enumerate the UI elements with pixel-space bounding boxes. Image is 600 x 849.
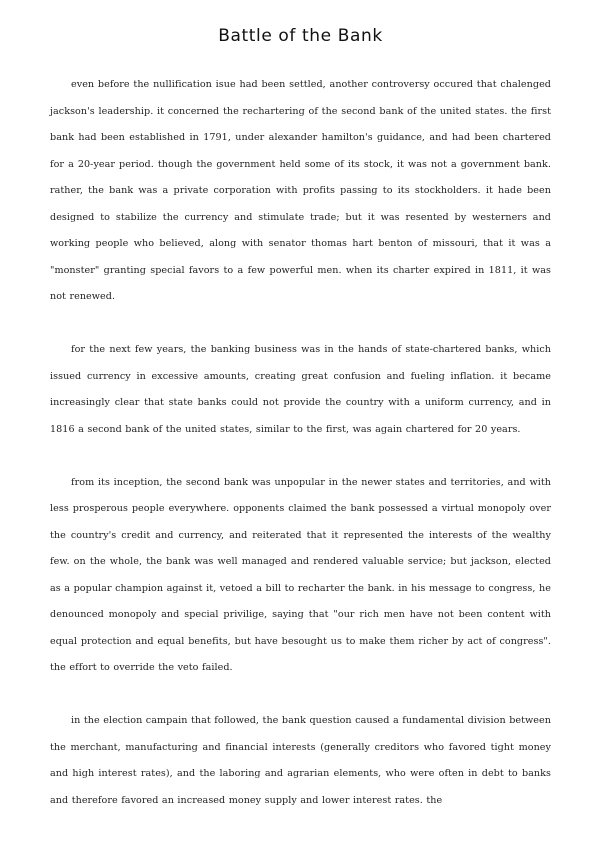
paragraph-1: even before the nullification isue had been settled, another controversy occured that chalenged jackson's leadership. it concerned the rechartering of the second bank of the united states. the first bank had been established in 1791, under alexander hamilton's guidance, and had been chartered for a 20-year period. though the government held some of its stock, it was not a government bank. rather, the bank was a private corporation with profits passing to its stockholders. it hade been designed to stabilize the currency and stimulate trade; but it was resented by westerners and working people who believed, along with senator thomas hart benton of missouri, that it was a "monster" granting special favors to a few powerful men. when its charter expired in 1811, it was not renewed.	[50, 79, 551, 302]
page-title: Battle of the Bank	[218, 26, 383, 46]
paragraph-3: from its inception, the second bank was unpopular in the newer states and territories, and with less prosperous people everywhere. opponents claimed the bank possessed a virtual monopoly over the country's credit and currency, and reiterated that it represented the interests of the wealthy few. on the whole, the bank was well managed and rendered valuable service; but jackson, elected as a popular champion against it, vetoed a bill to recharter the bank. in his message to congress, he denounced monopoly and special privilige, saying that "our rich men have not been content with equal protection and equal benefits, but have besought us to make them richer by act of congress". the effort to override the veto failed.	[50, 476, 551, 673]
paragraph-2: for the next few years, the banking business was in the hands of state-chartered banks, which issued currency in excessive amounts, creating great confusion and fueling inflation. it became increasingly clear that state banks could not provide the country with a uniform currency, and in 1816 a second bank of the united states, similar to the first, was again chartered for 20 years.	[50, 344, 551, 435]
document-body	[50, 72, 551, 814]
paragraph-4: in the election campain that followed, the bank question caused a fundamental division between the merchant, manufacturing and financial interests (generally creditors who favored tight money and high interest rates), and the laboring and agrarian elements, who were often in debt to banks and therefore favored an increased money supply and lower interest rates. the	[50, 715, 551, 806]
